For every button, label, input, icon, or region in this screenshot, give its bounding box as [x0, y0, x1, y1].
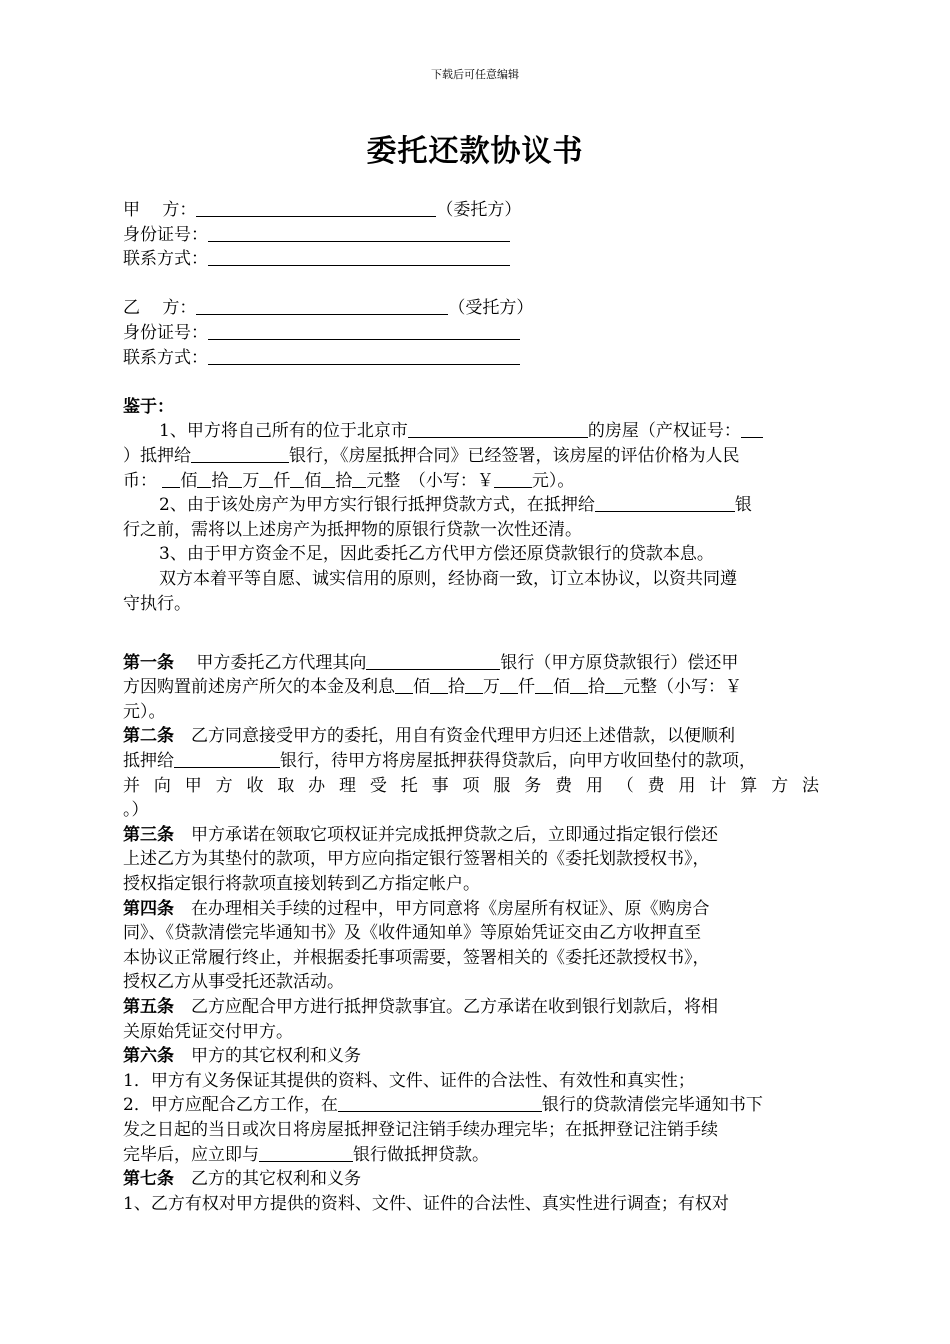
article-2-line-1: [123, 724, 829, 749]
amount-blank: [570, 675, 588, 694]
text: 佰: [553, 677, 570, 698]
text: 元整（小写：￥: [623, 677, 742, 698]
party-a-name-line: [123, 198, 829, 223]
text: 拾: [335, 470, 353, 491]
document-body: [123, 198, 829, 1216]
amount-blank: [321, 469, 335, 488]
text: 佰: [304, 470, 322, 491]
party-b-id-label: 身份证号：: [123, 322, 208, 343]
document-title: 委托还款协议书: [366, 134, 584, 169]
whereas-clause-1-line-1: [123, 419, 829, 444]
article-4-line-3: 本协议正常履行终止，并根据委托事项需要，签署相关的《委托还款授权书》，: [123, 947, 710, 968]
text: 甲方承诺在领取它项权证并完成抵押贷款之后，立即通过指定银行偿还: [174, 824, 718, 845]
party-b-contact-blank: [208, 346, 520, 365]
whereas-clause-1-line-2: [123, 444, 829, 469]
whereas-heading: 鉴于：: [123, 396, 174, 417]
text: 乙方的其它权利和义务: [174, 1169, 361, 1190]
article-3-line-2: 上述乙方为其垫付的款项，甲方应向指定银行签署相关的《委托划款授权书》，: [123, 849, 710, 870]
article-7-item-1: 1、乙方有权对甲方提供的资料、文件、证件的合法性、真实性进行调查；有权对: [123, 1193, 729, 1214]
article-4-line-1: [123, 897, 829, 922]
party-b-role: （受托方）: [448, 298, 534, 319]
whereas-clause-2-line-1: [123, 493, 829, 518]
text: 拾: [588, 677, 605, 698]
text: 完毕后，应立即与: [123, 1144, 259, 1165]
party-b-contact-label: 联系方式：: [123, 347, 208, 368]
article-5-line-2: 关原始凭证交付甲方。: [123, 1021, 293, 1042]
text: 万: [242, 470, 260, 491]
article-6-item-1: 1．甲方有义务保证其提供的资料、文件、证件的合法性、有效性和真实性；: [123, 1070, 695, 1091]
amount-blank: [430, 675, 448, 694]
party-b-name-line: [123, 296, 829, 321]
party-a-id-blank: [208, 223, 510, 242]
text: 佰: [413, 677, 430, 698]
amount-blank: [290, 469, 304, 488]
whereas-clause-2-line-2: 行之前，需将以上述房产为抵押物的原银行贷款一次性还清。: [123, 519, 582, 540]
party-b-contact-line: [123, 346, 829, 371]
party-a-id-line: [123, 223, 829, 248]
amount-small-blank: [494, 469, 532, 488]
article-2-line-4: 。）: [123, 800, 149, 821]
text: 仟: [273, 470, 291, 491]
whereas-clause-3: 3、由于甲方资金不足，因此委托乙方代甲方偿还原贷款银行的贷款本息。: [159, 544, 714, 565]
article-6-item-2-line-3: [123, 1143, 829, 1168]
article-4-line-2: 同》、《贷款清偿完毕通知书》及《收件通知单》等原始凭证交由乙方收押直至: [123, 923, 701, 944]
text: 银行做抵押贷款。: [353, 1144, 489, 1165]
article-2-line-2: [123, 749, 829, 774]
party-b-id-line: [123, 321, 829, 346]
whereas-clause-1-line-3: [123, 469, 829, 494]
party-a-role: （委托方）: [436, 200, 522, 220]
text: 1、甲方将自己所有的位于北京市: [159, 421, 408, 442]
text: 甲方委托乙方代理其向: [174, 652, 367, 673]
amount-blank: [465, 675, 483, 694]
party-b-id-blank: [208, 321, 520, 340]
article-6-item-2-line-1: [123, 1093, 829, 1118]
amount-blank: [535, 675, 553, 694]
text: 币：: [123, 470, 157, 491]
article-5-line-1: [123, 995, 829, 1020]
text: 2．甲方应配合乙方工作，在: [123, 1095, 338, 1116]
text: 2、由于该处房产为甲方实行银行抵押贷款方式，在抵押给: [159, 495, 595, 516]
text: 甲方的其它权利和义务: [174, 1046, 361, 1067]
text: 元）。: [531, 470, 575, 491]
article-4-label: 第四条: [123, 898, 174, 919]
cert-no-blank: [741, 419, 763, 438]
article-5-label: 第五条: [123, 997, 174, 1017]
bank-blank: [191, 444, 289, 463]
bank-blank: [174, 749, 280, 768]
article-7-heading: [123, 1167, 829, 1192]
article-4-line-4: 授权乙方从事受托还款活动。: [123, 972, 344, 993]
party-a-contact-blank: [208, 247, 510, 266]
amount-blank: [500, 675, 518, 694]
party-a-label: 甲 方：: [123, 200, 197, 220]
bank-blank: [338, 1093, 542, 1112]
article-3-label: 第三条: [123, 824, 174, 845]
amount-blank: [395, 675, 413, 694]
party-b-name-blank: [196, 296, 448, 315]
party-a-contact-line: [123, 247, 829, 272]
article-6-item-2-line-2: 发之日起的当日或次日将房屋抵押登记注销手续办理完毕；在抵押登记注销手续: [123, 1119, 718, 1140]
article-6-heading: [123, 1044, 829, 1069]
amount-blank: [197, 469, 211, 488]
article-6-label: 第六条: [123, 1046, 174, 1067]
text: 元整 （小写：￥: [366, 470, 494, 491]
text: 乙方同意接受甲方的委托，用自有资金代理甲方归还上述借款，以便顺利: [174, 726, 735, 747]
address-blank: [408, 419, 588, 438]
amount-blank: [162, 469, 180, 488]
text: 的房屋（产权证号：: [587, 421, 741, 442]
article-2-line-3: 并向甲方收取办理受托事项服务费用（费用计算方法: [123, 775, 829, 796]
amount-blank: [352, 469, 366, 488]
text: 万: [483, 677, 500, 698]
text: 方因购置前述房产所欠的本金及利息: [123, 677, 395, 698]
article-2-label: 第二条: [123, 726, 174, 747]
party-b-label: 乙 方：: [123, 298, 197, 319]
whereas-clause-4-line-1: 双方本着平等自愿、诚实信用的原则，经协商一致，订立本协议，以资共同遵: [159, 568, 737, 589]
text: 银行的贷款清偿完毕通知书下: [541, 1095, 763, 1116]
text: 乙方应配合甲方进行抵押贷款事宜。乙方承诺在收到银行划款后，将相: [174, 997, 718, 1017]
article-1-line-1: [123, 651, 829, 676]
article-1-line-3: 元）。: [123, 701, 166, 722]
bank-blank: [595, 493, 735, 512]
whereas-clause-4-line-2: 守执行。: [123, 593, 191, 614]
text: 佰: [180, 470, 198, 491]
bank-blank: [366, 651, 500, 670]
text: 银行，《房屋抵押合同》已经签署，该房屋的评估价格为人民: [289, 445, 740, 466]
text: 拾: [211, 470, 229, 491]
text: 银: [734, 495, 752, 516]
amount-blank: [228, 469, 242, 488]
text: 仟: [518, 677, 535, 698]
article-1-label: 第一条: [123, 652, 174, 673]
text: 抵押给: [123, 751, 174, 772]
article-3-line-3: 授权指定银行将款项直接划转到乙方指定帐户。: [123, 874, 480, 895]
text: 在办理相关手续的过程中，甲方同意将《房屋所有权证》、原《购房合: [174, 898, 710, 919]
amount-blank: [259, 469, 273, 488]
party-a-contact-label: 联系方式：: [123, 249, 208, 270]
bank-blank: [259, 1143, 353, 1162]
text: 拾: [448, 677, 465, 698]
text: 银行，待甲方将房屋抵押获得贷款后，向甲方收回垫付的款项，: [280, 751, 756, 772]
text: 银行（甲方原贷款银行）偿还甲: [500, 652, 739, 673]
party-a-id-label: 身份证号：: [123, 224, 208, 245]
header-note: 下载后可任意编辑: [431, 68, 519, 81]
article-1-line-2: [123, 675, 829, 700]
party-a-name-blank: [196, 198, 436, 217]
amount-blank: [605, 675, 623, 694]
article-3-line-1: [123, 823, 829, 848]
article-7-label: 第七条: [123, 1169, 174, 1190]
text: ）抵押给: [123, 445, 191, 466]
